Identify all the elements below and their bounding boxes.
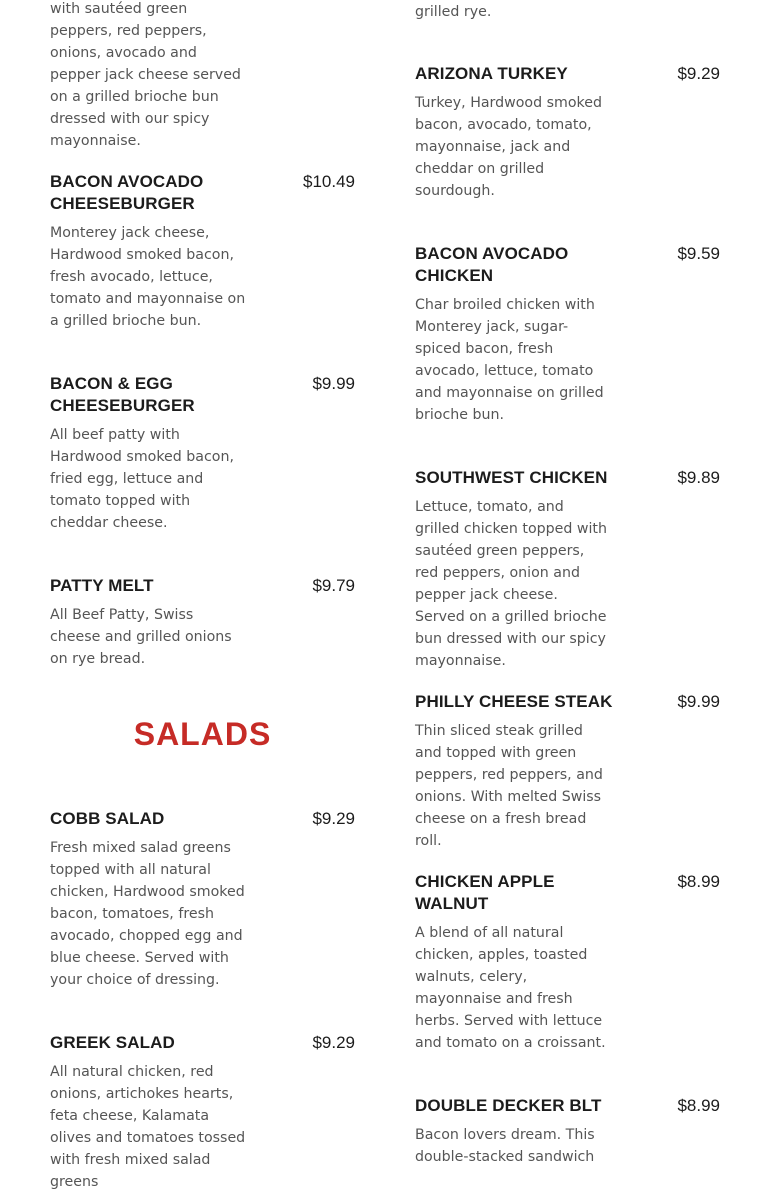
menu-item-price: $9.99 xyxy=(312,374,355,393)
menu-item-name: GREEK SALAD xyxy=(50,1033,175,1052)
menu-item-name: BACON AVOCADO CHICKEN xyxy=(415,244,569,285)
menu-item-price: $9.29 xyxy=(312,1033,355,1052)
menu-item-name: SOUTHWEST CHICKEN xyxy=(415,468,608,487)
menu-item-name: DOUBLE DECKER BLT xyxy=(415,1096,602,1115)
menu-item-name: ARIZONA TURKEY xyxy=(415,64,568,83)
menu-item-description: A blend of all natural chicken, apples, toasted walnuts, celery, mayonnaise and fresh herbs. Served with lettuce and tomato on a croissant. xyxy=(415,925,606,1051)
menu-item-name: PATTY MELT xyxy=(50,576,154,595)
menu-item-description: All Beef Patty, Swiss cheese and grilled onions on rye bread. xyxy=(50,607,232,667)
menu-item-price: $9.29 xyxy=(312,809,355,828)
menu-item-name: COBB SALAD xyxy=(50,809,165,828)
menu-item-description: Char broiled chicken with Monterey jack, sugar-spiced bacon, fresh avocado, lettuce, tomato and mayonnaise on grilled brioche bun. xyxy=(415,297,604,423)
partial-item-description: grilled rye. xyxy=(415,4,492,20)
menu-item-description: Fresh mixed salad greens topped with all natural chicken, Hardwood smoked bacon, tomatoes, fresh avocado, chopped egg and blue cheese. Served with your choice of dressing. xyxy=(50,840,245,988)
menu-item-price: $9.29 xyxy=(677,64,720,83)
menu-item-description: Thin sliced steak grilled and topped with green peppers, red peppers, and onions. With melted Swiss cheese on a fresh bread roll. xyxy=(415,723,603,849)
menu-item-price: $9.99 xyxy=(677,692,720,711)
partial-item-description: with sautéed green peppers, red peppers, onions, avocado and pepper jack cheese served on a grilled brioche bun dressed with our spicy mayonnaise. xyxy=(50,1,241,149)
menu-item-name: CHICKEN APPLE WALNUT xyxy=(415,872,555,913)
menu-item-description: Lettuce, tomato, and grilled chicken topped with sautéed green peppers, red peppers, onion and pepper jack cheese. Served on a grilled brioche bun dressed with our spicy mayonnaise. xyxy=(415,499,607,669)
menu-item-name: BACON AVOCADO CHEESEBURGER xyxy=(50,172,204,213)
menu-item-name: PHILLY CHEESE STEAK xyxy=(415,692,613,711)
menu-item-price: $9.79 xyxy=(312,576,355,595)
menu-item-description: All beef patty with Hardwood smoked bacon, fried egg, lettuce and tomato topped with cheddar cheese. xyxy=(50,427,234,531)
menu-item-description: Monterey jack cheese, Hardwood smoked bacon, fresh avocado, lettuce, tomato and mayonnaise on a grilled brioche bun. xyxy=(50,225,246,329)
menu-item-price: $10.49 xyxy=(303,172,355,191)
menu-item-name: BACON & EGG CHEESEBURGER xyxy=(50,374,195,415)
section-heading-salads: SALADS xyxy=(133,716,272,752)
menu-item-description: Bacon lovers dream. This double-stacked sandwich xyxy=(415,1127,595,1165)
menu-item-price: $8.99 xyxy=(677,872,720,891)
menu-item-price: $8.99 xyxy=(677,1096,720,1115)
menu-item-price: $9.89 xyxy=(677,468,720,487)
menu-item-description: All natural chicken, red onions, artichokes hearts, feta cheese, Kalamata olives and tomatoes tossed with fresh mixed salad greens xyxy=(50,1064,246,1190)
menu-item-price: $9.59 xyxy=(677,244,720,263)
menu-item-description: Turkey, Hardwood smoked bacon, avocado, tomato, mayonnaise, jack and cheddar on grilled sourdough. xyxy=(415,95,602,199)
